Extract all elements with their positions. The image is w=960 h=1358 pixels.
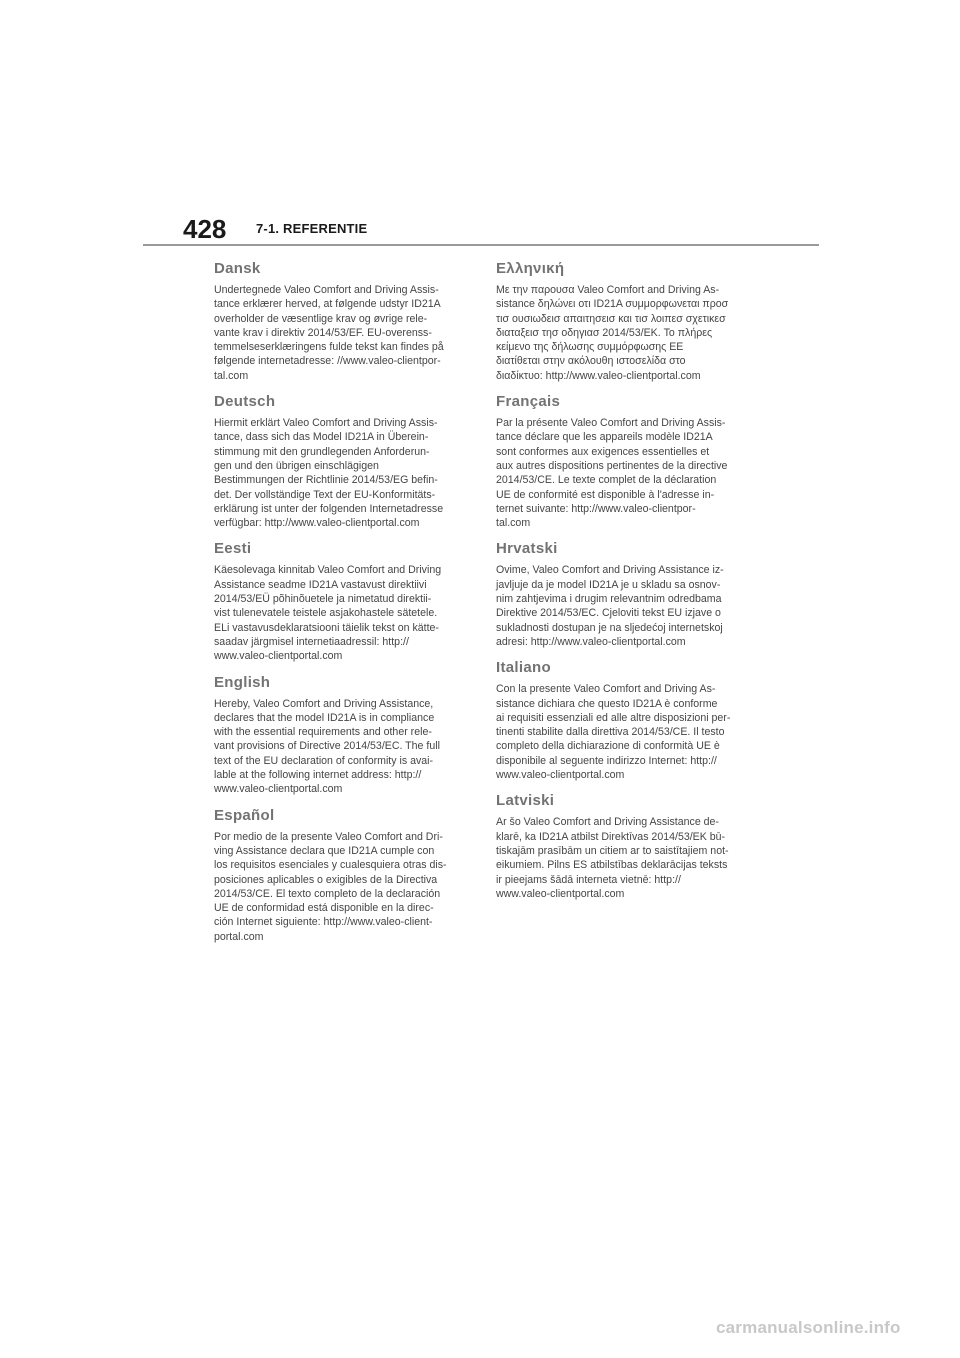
section-ellinika [496, 260, 746, 383]
section-heading: Hrvatski [496, 540, 558, 558]
section-text: Ovime, Valeo Comfort and Driving Assistance iz- javljuje da je model ID21A je u skladu sa osnov- nim zahtjevima i drugim relevantnim odredbama Direktive 2014/53/EC. Cjeloviti tekst EU izjave o sukladnosti dostupan je na sljedećoj internetskoj adresi: http://www.valeo-clientportal.com [496, 564, 724, 648]
section-heading: Ελληνική [496, 260, 565, 277]
right-column [496, 260, 746, 911]
section-heading: Italiano [496, 659, 551, 677]
section-text: Undertegnede Valeo Comfort and Driving Assis- tance erklærer herved, at følgende udstyr ID21A overholder de væsentlige krav og øvrige rele- vante krav i direktiv 2014/53/EF. EU-overenss- temmelseserklæringens fulde tekst kan findes på følgende internetadresse: //www.valeo-clientpor- tal.com [214, 284, 444, 382]
section-text: Por medio de la presente Valeo Comfort and Dri- ving Assistance declara que ID21A cumple con los requisitos esenciales y cualesquiera otras dis- posiciones aplicables o exigibles de la Directiva 2014/53/CE. El texto completo de la declaración UE de conformidad está disponible en la direc- ción Internet siguiente: http://www.valeo-client- portal.com [214, 830, 447, 943]
section-heading: Deutsch [214, 393, 276, 411]
page-header [0, 0, 960, 250]
section-text: Käesolevaga kinnitab Valeo Comfort and Driving Assistance seadme ID21A vastavust direktiivi 2014/53/EÜ põhinõuetele ja nimetatud direktii- vist tulenevatele teistele asjakohastele sätetele. ELi vastavusdeklaratsiooni täielik tekst on kätte- saadav järgmisel internetiaadressil: http:// www.valeo-clientportal.com [214, 564, 442, 663]
section-deutsch [214, 393, 464, 530]
left-column [214, 260, 464, 954]
section-espanol [214, 807, 464, 944]
section-text: Ar šo Valeo Comfort and Driving Assistance de- klarē, ka ID21A atbilst Direktīvas 2014/53/EK bū- tiskajām prasībām un citiem ar to saistītajiem not- eikumiem. Pilns ES atbilstības deklarācijas teksts ir pieejams šādā interneta vietnē: http:// www.valeo-clientportal.com [496, 816, 729, 900]
section-heading: Français [496, 393, 561, 411]
section-english [214, 674, 464, 797]
header-divider [143, 244, 819, 246]
section-heading: Español [214, 806, 275, 824]
section-dansk [214, 260, 464, 383]
section-latviski [496, 792, 746, 901]
section-heading: Latviski [496, 792, 555, 810]
section-hrvatski [496, 540, 746, 649]
section-francais [496, 393, 746, 530]
section-text: Par la présente Valeo Comfort and Driving Assis- tance déclare que les appareils modèle ID21A sont conformes aux exigences essentielles et aux autres dispositions pertinentes de la directive 2014/53/CE. Le texte complet de la déclaration UE de conformité est disponible à l'adresse in- ternet suivante: http://www.valeo-clientpor- tal.com [496, 417, 728, 530]
section-text: Hereby, Valeo Comfort and Driving Assistance, declares that the model ID21A is in compliance with the essential requirements and other rele- vant provisions of Directive 2014/53/EC. The full text of the EU declaration of conformity is avai- lable at the following internet address: http:// www.valeo-clientportal.com [214, 697, 440, 796]
watermark: carmanualsonline.info [716, 1318, 901, 1337]
page-number: 428 [183, 214, 227, 244]
section-text: Με την παρουσα Valeo Comfort and Driving As- sistance δηλώνει οτι ID21A συμμορφωνεται προσ τισ ουσιωδεισ απαιτησεισ και τισ λοιπεσ σχετικεσ διαταξεισ τησ οδηγιασ 2014/53/EK. Το πλήρες κείμενο της δήλωσης συμμόρφωσης ΕΕ διατίθεται στην ακόλουθη ιστοσελίδα στο διαδίκτυο: http://www.valeo-clientportal.com [496, 284, 729, 382]
section-heading: Eesti [214, 540, 252, 558]
section-eesti [214, 540, 464, 663]
section-italiano [496, 659, 746, 782]
section-text: Con la presente Valeo Comfort and Driving As- sistance dichiara che questo ID21A è conforme ai requisiti essenziali ed alle altre disposizioni per- tinenti stabilite dalla direttiva 2014/53/CE. Il testo completo della dichiarazione di conformità UE è disponibile al seguente indirizzo Internet: http:// www.valeo-clientportal.com [496, 683, 731, 782]
section-heading: English [214, 673, 271, 691]
section-text: Hiermit erklärt Valeo Comfort and Driving Assis- tance, dass sich das Model ID21A in Überein- stimmung mit den grundlegenden Anforderun- gen und den übrigen einschlägigen Bestimmungen der Richtlinie 2014/53/EG befin- det. Der vollständige Text der EU-Konformitäts- erklärung ist unter der folgenden Internetadresse verfügbar: http://www.valeo-clientportal.com [214, 417, 444, 530]
section-heading: Dansk [214, 260, 261, 277]
chapter-title: 7-1. REFERENTIE [256, 221, 368, 236]
